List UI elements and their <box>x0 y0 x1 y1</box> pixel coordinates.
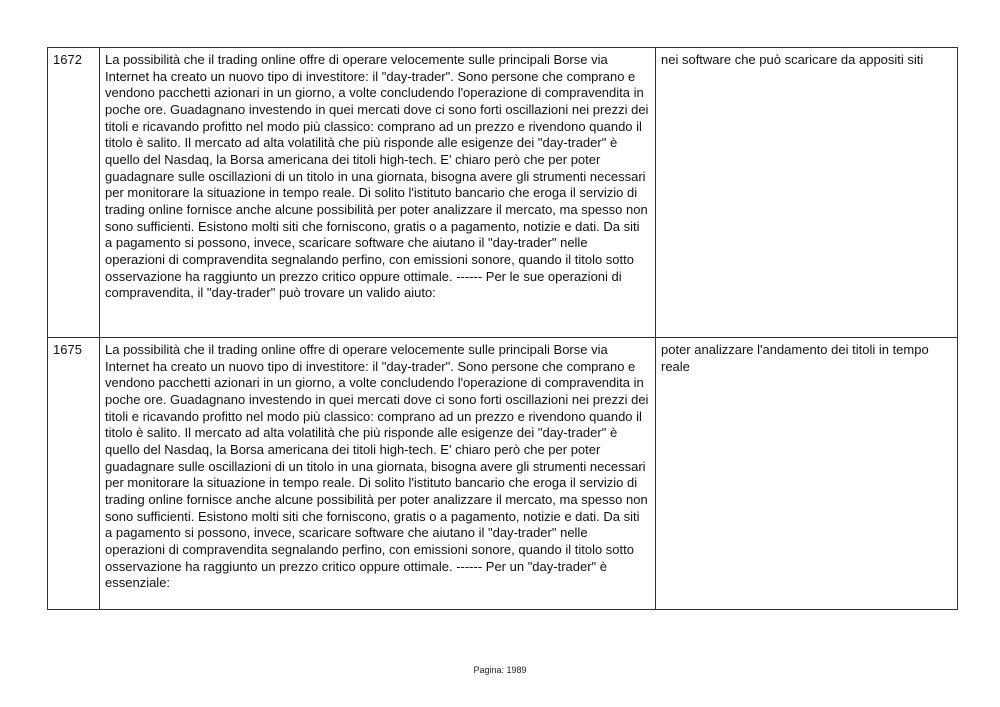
answer-cell: poter analizzare l'andamento dei titoli in tempo reale <box>656 338 958 610</box>
table-row <box>48 338 958 610</box>
table-row <box>48 48 958 338</box>
question-id-cell: 1672 <box>48 48 100 338</box>
question-id-cell: 1675 <box>48 338 100 610</box>
question-text-cell: La possibilità che il trading online offre di operare velocemente sulle principali Borse via Internet ha creato un nuovo tipo di investitore: il "day-trader". Sono persone che comprano e vendono pacchetti azionari in un giorno, a volte concludendo l'operazione di compravendita in poche ore. Guadagnano investendo in quei mercati dove ci sono forti oscillazioni nei prezzi dei titoli e ricavando profitto nel modo più classico: comprano ad un prezzo e rivendono quando il titolo è salito. Il mercato ad alta volatilità che più risponde alle esigenze dei "day-trader" è quello del Nasdaq, la Borsa americana dei titoli high-tech. E' chiaro però che per poter guadagnare sulle oscillazioni di un titolo in una giornata, bisogna avere gli strumenti necessari per monitorare la situazione in tempo reale. Di solito l'istituto bancario che eroga il servizio di trading online fornisce anche alcune possibilità per poter analizzare il mercato, ma spesso non sono sufficienti. Esistono molti siti che forniscono, gratis o a pagamento, notizie e dati. Da siti a pagamento si possono, invece, scaricare software che aiutano il "day-trader" nelle operazioni di compravendita segnalando perfino, con emissioni sonore, quando il titolo sotto osservazione ha raggiunto un prezzo critico oppure ottimale. ------ Per le sue operazioni di compravendita, il "day-trader" può trovare un valido aiuto: <box>100 48 656 338</box>
answer-cell: nei software che può scaricare da appositi siti <box>656 48 958 338</box>
question-table <box>47 47 958 610</box>
page-number: Pagina: 1989 <box>473 665 527 675</box>
question-text-cell: La possibilità che il trading online offre di operare velocemente sulle principali Borse via Internet ha creato un nuovo tipo di investitore: il "day-trader". Sono persone che comprano e vendono pacchetti azionari in un giorno, a volte concludendo l'operazione di compravendita in poche ore. Guadagnano investendo in quei mercati dove ci sono forti oscillazioni nei prezzi dei titoli e ricavando profitto nel modo più classico: comprano ad un prezzo e rivendono quando il titolo è salito. Il mercato ad alta volatilità che più risponde alle esigenze dei "day-trader" è quello del Nasdaq, la Borsa americana dei titoli high-tech. E' chiaro però che per poter guadagnare sulle oscillazioni di un titolo in una giornata, bisogna avere gli strumenti necessari per monitorare la situazione in tempo reale. Di solito l'istituto bancario che eroga il servizio di trading online fornisce anche alcune possibilità per poter analizzare il mercato, ma spesso non sono sufficienti. Esistono molti siti che forniscono, gratis o a pagamento, notizie e dati. Da siti a pagamento si possono, invece, scaricare software che aiutano il "day-trader" nelle operazioni di compravendita segnalando perfino, con emissioni sonore, quando il titolo sotto osservazione ha raggiunto un prezzo critico oppure ottimale. ------ Per un "day-trader" è essenziale: <box>100 338 656 610</box>
